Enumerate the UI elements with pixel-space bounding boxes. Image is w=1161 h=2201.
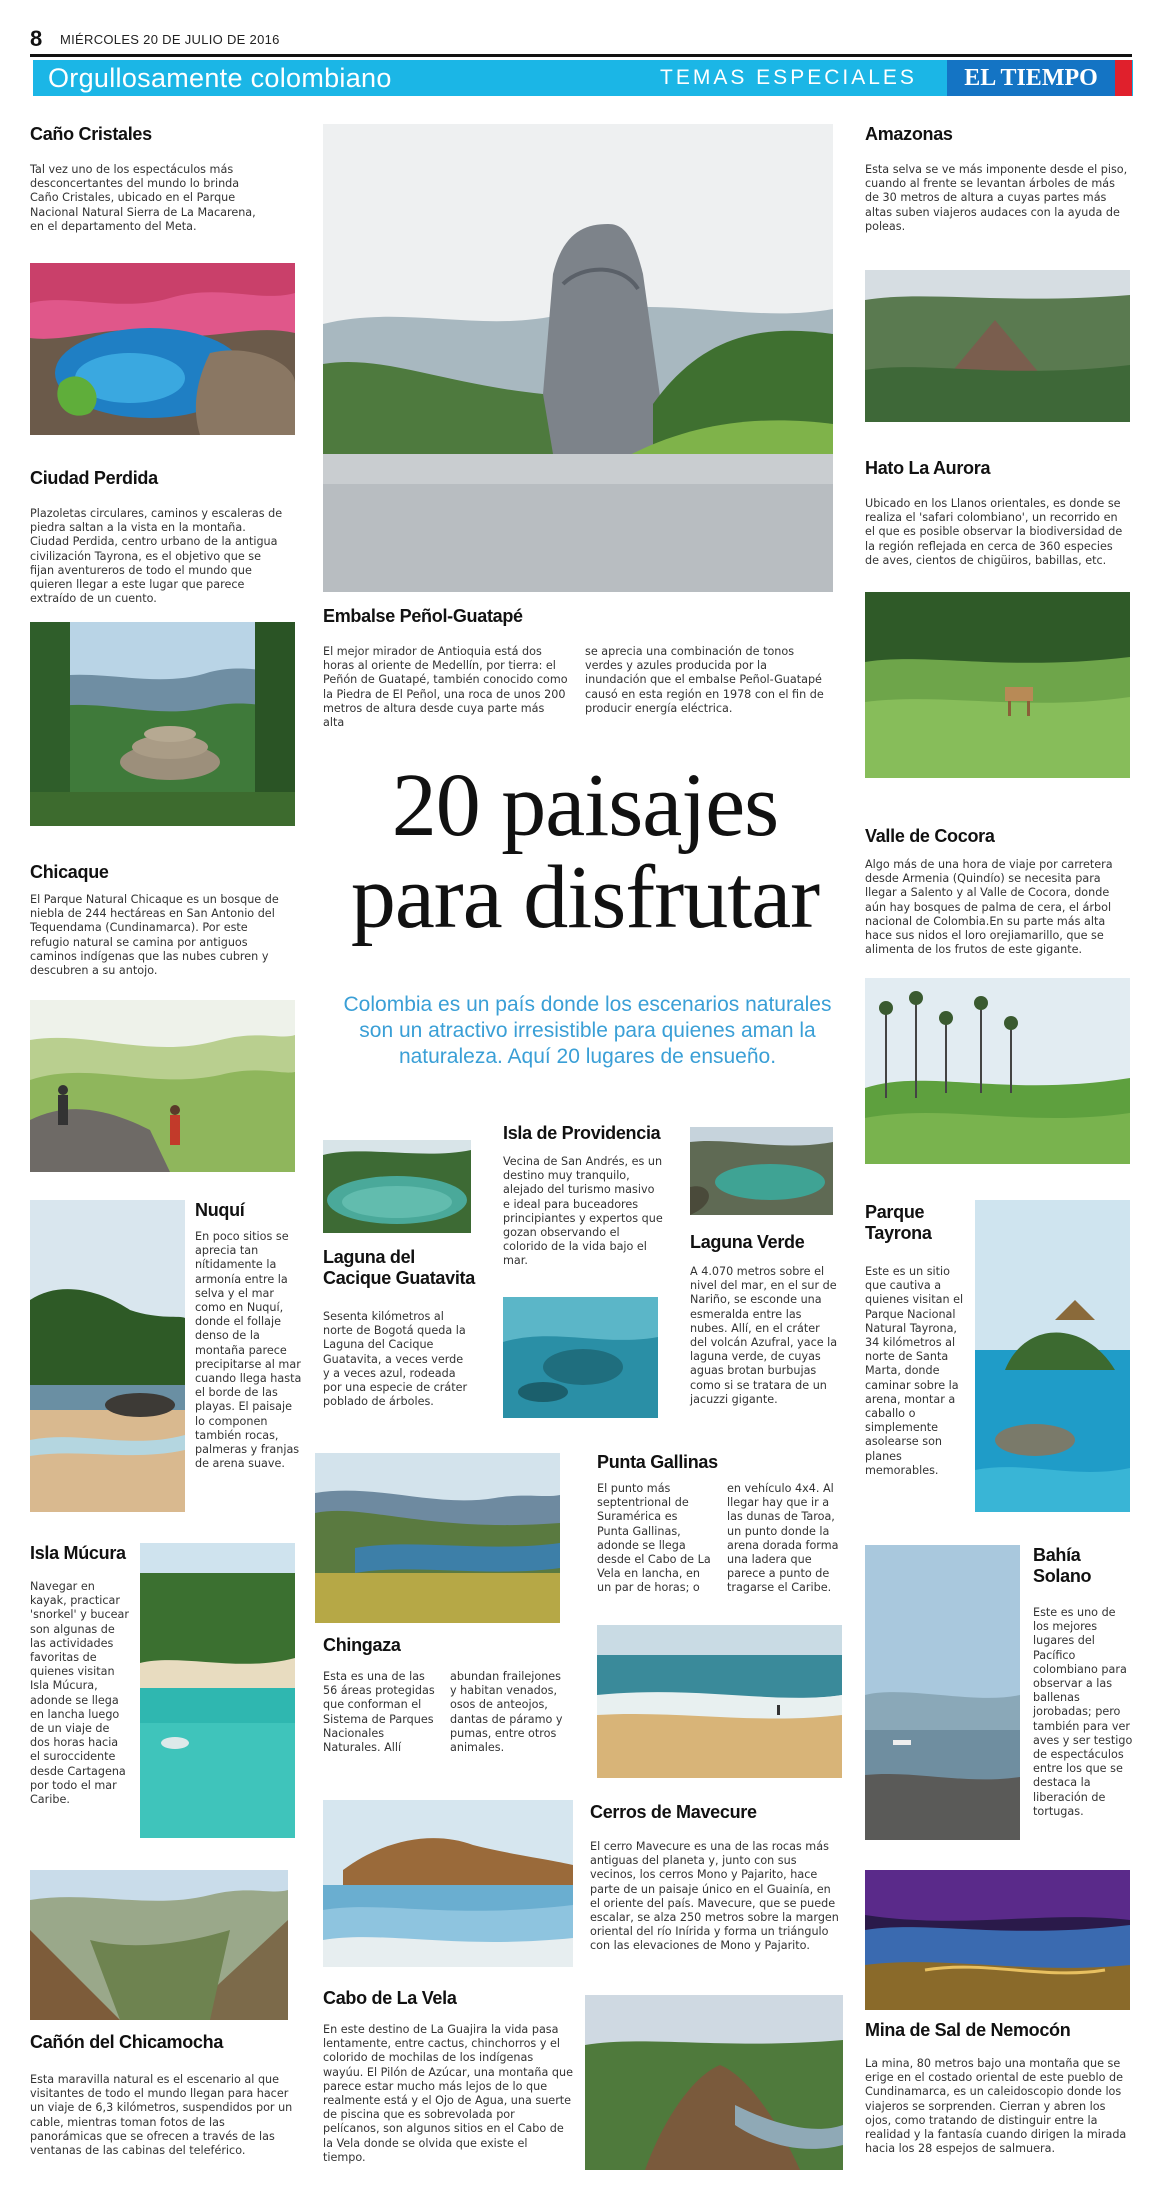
body-punta-gallinas-col2: en vehículo 4x4. Al llegar hay que ir a las dunas de Taroa, un punto donde la arena dorada forma una ladera que parece a punto de tragarse el Caribe. [727,1482,839,1595]
photo-cabo-vela [323,1800,573,1967]
section-title: Orgullosamente colombiano [48,63,392,93]
title-hato-aurora: Hato La Aurora [865,458,991,478]
body-hato-aurora: Ubicado en los Llanos orientales, es donde se realiza el 'safari colombiano', un recorrido en el que es posible observar la biodiversidad de la región reflejada en cerca de 360 especies de aves, cientos de chigüiros, babillas, etc. [865,497,1123,567]
photo-nuqui [30,1200,185,1512]
title-bahia-line2: Solano [1033,1566,1092,1586]
photo-amazonas [865,270,1130,422]
title-chingaza: Chingaza [323,1635,401,1655]
title-ciudad-perdida: Ciudad Perdida [30,468,158,488]
title-bahia-line1: Bahía [1033,1545,1081,1565]
body-ciudad-perdida: Plazoletas circulares, caminos y escaleras de piedra saltan a la vista en la montaña. Ciudad Perdida, centro urbano de la antigua civilización Tayrona, es el objetivo que se fijan aventureros de todo el mundo que quieren llegar a este lugar que parece extraído de un cuento. [30,507,283,606]
photo-canon-chicamocha [30,1870,288,2020]
photo-cano-cristales [30,263,295,435]
body-laguna-verde: A 4.070 metros sobre el nivel del mar, en el sur de Nariño, se esconde una esmeralda entre las nubes. Allí, en el cráter del volcán Azufral, yace la laguna verde, de cuyas aguas brotan burbujas como si se tratara de un jacuzzi gigante. [690,1265,838,1406]
photo-cocora [865,978,1130,1164]
body-canon-chicamocha: Esta maravilla natural es el escenario al que visitantes de todo el mundo llegan para hacer un viaje de 6,3 kilómetros, suspendidos por un cable, mientras toman fotos de las panorámicas que se ofrecen a través de las ventanas de las cabinas del teleférico. [30,2073,293,2158]
title-cocora: Valle de Cocora [865,826,995,846]
photo-bahia-solano [865,1545,1020,1840]
body-tayrona: Este es un sitio que cautiva a quienes visitan el Parque Nacional Natural Tayrona, 34 kilómetros al norte de Santa Marta, donde caminar sobre la arena, montar a caballo o simplemente asolearse son planes memorables. [865,1265,964,1477]
photo-hato-aurora [865,592,1130,778]
body-isla-mucura: Navegar en kayak, practicar 'snorkel' y bucear son algunas de las actividades favoritas de quienes visitan Isla Múcura, adonde se llega en lancha luego de un viaje de dos horas hacia el suroccidente desde Cartagena por todo el mar Caribe. [30,1580,129,1807]
page-number: 8 [30,26,43,51]
brand-accent [1115,60,1132,96]
body-providencia: Vecina de San Andrés, es un destino muy tranquilo, alejado del turismo masivo e ideal para buceadores principiantes y expertos que gozan observando el colorido de la vida bajo el mar. [503,1155,663,1268]
body-nuqui: En poco sitios se aprecia tan nítidamente la armonía entre la selva y el mar como en Nuquí, donde el follaje denso de la montaña parece precipitarse al mar cuando llega hasta el borde de las playas. El paisaje lo componen también rocas, palmeras y franjas de arena suave. [195,1230,302,1471]
body-mavecure: El cerro Mavecure es una de las rocas más antiguas del planeta y, junto con sus vecinos, los cerros Mono y Pajarito, hace parte de un paisaje único en el Guainía, en el oriente del país. Mavecure, que se puede escalar, se alza 250 metros sobre la margen oriental del río Inírida y forma un triángulo con las elevaciones de Mono y Pajarito. [590,1840,839,1953]
body-cocora: Algo más de una hora de viaje por carretera desde Armenia (Quindío) se necesita para llegar a Salento y al Valle de Cocora, donde aún hay bosques de palma de cera, el árbol nacional de Colombia.En su parte más alta hace sus nidos el loro orejiamarillo, que se alimenta de los frutos de este gigante. [865,858,1113,957]
title-nuqui: Nuquí [195,1200,245,1220]
title-tayrona-line1: Parque [865,1202,925,1222]
body-punta-gallinas-col1: El punto más septentrional de Suramérica es Punta Gallinas, adonde se llega desde el Cabo de La Vela en lancha, en un par de horas; o [597,1482,711,1595]
title-canon-chicamocha: Cañón del Chicamocha [30,2032,224,2052]
title-guatavita-line2: Cacique Guatavita [323,1268,475,1288]
body-embalse-penol-col2: se aprecia una combinación de tonos verdes y azules producida por la inundación que el embalse Peñol-Guatapé causó en esta región en 1978 con el fin de producir energía eléctrica. [585,645,824,715]
title-chicaque: Chicaque [30,862,109,882]
photo-guatavita [323,1140,471,1233]
photo-chingaza [315,1453,560,1623]
main-headline [320,756,850,947]
title-punta-gallinas: Punta Gallinas [597,1452,718,1472]
body-chingaza-col1: Esta es una de las 56 áreas protegidas que conforman el Sistema de Parques Nacionales Naturales. Allí [323,1670,435,1755]
headline-line2: para disfrutar [350,848,820,947]
title-amazonas: Amazonas [865,124,953,144]
photo-tayrona [975,1200,1130,1512]
title-cabo-vela: Cabo de La Vela [323,1988,457,2008]
photo-punta-gallinas [597,1625,842,1778]
title-providencia: Isla de Providencia [503,1123,661,1143]
photo-providencia [503,1297,658,1418]
body-cano-cristales: Tal vez uno de los espectáculos más desconcertantes del mundo lo brinda Caño Cristales, ubicado en el Parque Nacional Natural Sierra de La Macarena, en el departamento del Meta. [30,163,256,233]
dateline: MIÉRCOLES 20 DE JULIO DE 2016 [60,32,280,47]
top-rule [30,54,1132,57]
title-guatavita-line1: Laguna del [323,1247,416,1267]
body-cabo-vela: En este destino de La Guajira la vida pasa lentamente, entre cactus, chinchorros y el colorido de mochilas de los indígenas wayúu. El Pilón de Azúcar, una montaña que parece estar mucho más lejos de lo que realmente está y el Ojo de Agua, una suerte de piscina que es sobrevolada por pelícanos, son algunos sitios en el Cabo de la Vela donde se olvida que existe el tiempo. [323,2023,573,2164]
photo-nemocon [865,1870,1130,2010]
title-laguna-verde: Laguna Verde [690,1232,805,1252]
main-subhead: Colombia es un país donde los escenarios naturales son un atractivo irresistible para quienes aman la naturaleza. Aquí 20 lugares de ensueño. [343,993,832,1068]
photo-isla-mucura [140,1543,295,1838]
section-label: TEMAS ESPECIALES [660,66,917,89]
photo-mavecure [585,1995,843,2170]
photo-chicaque [30,1000,295,1172]
title-bahia-solano [1033,1545,1091,1587]
title-tayrona [865,1202,932,1244]
title-embalse-penol: Embalse Peñol-Guatapé [323,606,523,626]
title-mavecure: Cerros de Mavecure [590,1802,757,1822]
photo-ciudad-perdida [30,622,295,826]
brand-logo: EL TIEMPO [964,65,1098,91]
title-cano-cristales: Caño Cristales [30,124,152,144]
body-chingaza-col2: abundan frailejones y habitan venados, osos de anteojos, dantas de páramo y pumas, entre otros animales. [450,1670,563,1755]
body-amazonas: Esta selva se ve más imponente desde el piso, cuando al frente se levantan árboles de más de 30 metros de altura a cuyas partes más altas suben viajeros audaces con la ayuda de poleas. [865,163,1128,233]
body-nemocon: La mina, 80 metros bajo una montaña que se erige en el costado oriental de este pueblo de Cundinamarca, es un caleidoscopio donde los viajeros se sorprenden. Cierran y abren los ojos, como tratando de distinguir entre la realidad y la fantasía cuando dirigen la mirada hacia los 28 espejos de salmuera. [865,2057,1127,2156]
headline-line1: 20 paisajes [391,756,779,855]
title-guatavita [323,1247,475,1289]
title-tayrona-line2: Tayrona [865,1223,932,1243]
title-nemocon: Mina de Sal de Nemocón [865,2020,1071,2040]
body-chicaque: El Parque Natural Chicaque es un bosque de niebla de 244 hectáreas en San Antonio del Tequendama (Cundinamarca). Por este refugio natural se camina por antiguos caminos indígenas que las nubes cubren y descubren a su antojo. [30,893,279,978]
body-bahia-solano: Este es uno de los mejores lugares del Pacífico colombiano para observar a las ballenas jorobadas; pero también para ver aves y ser testigo de espectáculos entre los que se destaca la liberación de tortugas. [1033,1606,1133,1818]
body-guatavita: Sesenta kilómetros al norte de Bogotá queda la Laguna del Cacique Guatavita, a veces verde y a veces azul, rodeada por una especie de cráter poblado de árboles. [323,1310,468,1409]
body-embalse-penol-col1: El mejor mirador de Antioquia está dos horas al oriente de Medellín, por tierra: el Peñón de Guatapé, también conocido como la Piedra de El Peñol, una roca de unos 200 metros de altura desde cuya parte más alta [323,645,568,730]
photo-laguna-verde [690,1127,833,1215]
title-isla-mucura: Isla Múcura [30,1543,126,1563]
photo-embalse-penol [323,124,833,592]
